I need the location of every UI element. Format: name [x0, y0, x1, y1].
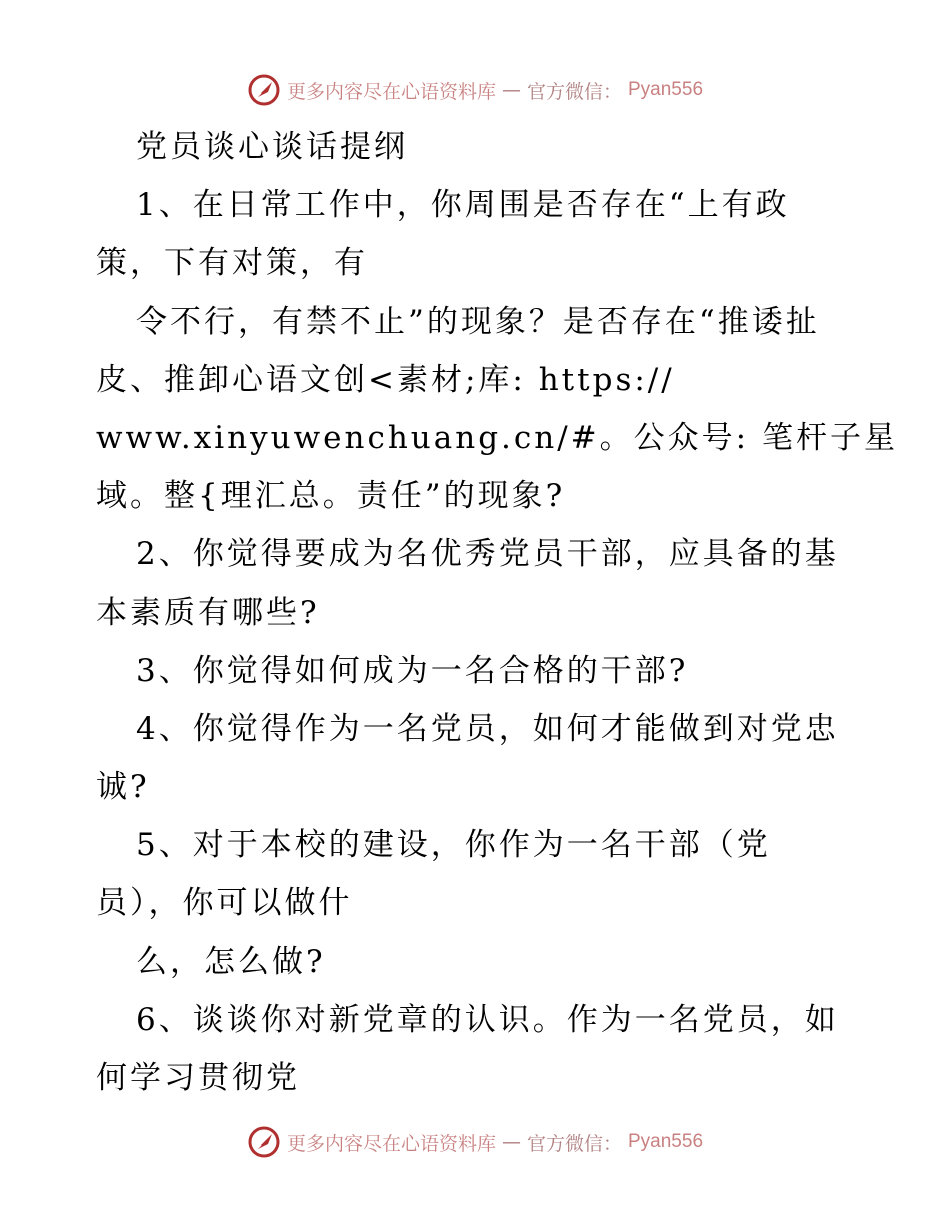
text-line: 员），你可以做什 [96, 885, 353, 922]
text-line: 2、你觉得要成为名优秀党员干部，应具备的基 [136, 536, 839, 573]
text-line: 3、你觉得如何成为一名合格的干部? [136, 652, 689, 689]
text-line: 么，怎么做? [136, 943, 326, 980]
watermark-label: 官方微信： [526, 80, 622, 103]
text-line: 5、对于本校的建设，你作为一名干部（党 [136, 827, 771, 864]
text-line: 诚? [96, 769, 150, 806]
document-body [96, 118, 898, 1107]
document-title: 党员谈心谈话提纲 [136, 129, 408, 165]
footer-watermark [0, 1122, 950, 1162]
watermark-separator: — [501, 79, 521, 101]
watermark-wechat-id: Pyan556 [628, 1131, 704, 1152]
watermark-separator: — [501, 1131, 521, 1153]
quill-logo-icon [247, 1125, 281, 1159]
text-line: 何学习贯彻党 [96, 1060, 300, 1096]
text-line: 本素质有哪些? [96, 594, 320, 631]
watermark-text: 更多内容尽在心语资料库 [286, 1132, 496, 1155]
watermark-text: 更多内容尽在心语资料库 [286, 80, 496, 103]
text-line: 4、你觉得作为一名党员，如何才能做到对党忠 [136, 710, 839, 747]
quill-logo-icon [247, 73, 281, 107]
watermark-wechat-id: Pyan556 [628, 79, 704, 100]
text-line: 1、在日常工作中，你周围是否存在“上有政 [136, 187, 790, 224]
text-line: 6、谈谈你对新党章的认识。作为一名党员，如 [136, 1001, 839, 1038]
text-line: 皮、推卸心语文创<素材;库: https:// [96, 361, 675, 398]
header-watermark [0, 70, 950, 110]
text-line: www.xinyuwenchuang.cn/#。公众号: 笔杆子星 [96, 419, 898, 456]
watermark-label: 官方微信： [526, 1132, 622, 1155]
text-line: 令不行，有禁不止”的现象？是否存在“推诿扯 [136, 303, 820, 340]
text-line: 域。整{理汇总。责任”的现象? [96, 478, 566, 515]
text-line: 策，下有对策，有 [96, 245, 368, 282]
